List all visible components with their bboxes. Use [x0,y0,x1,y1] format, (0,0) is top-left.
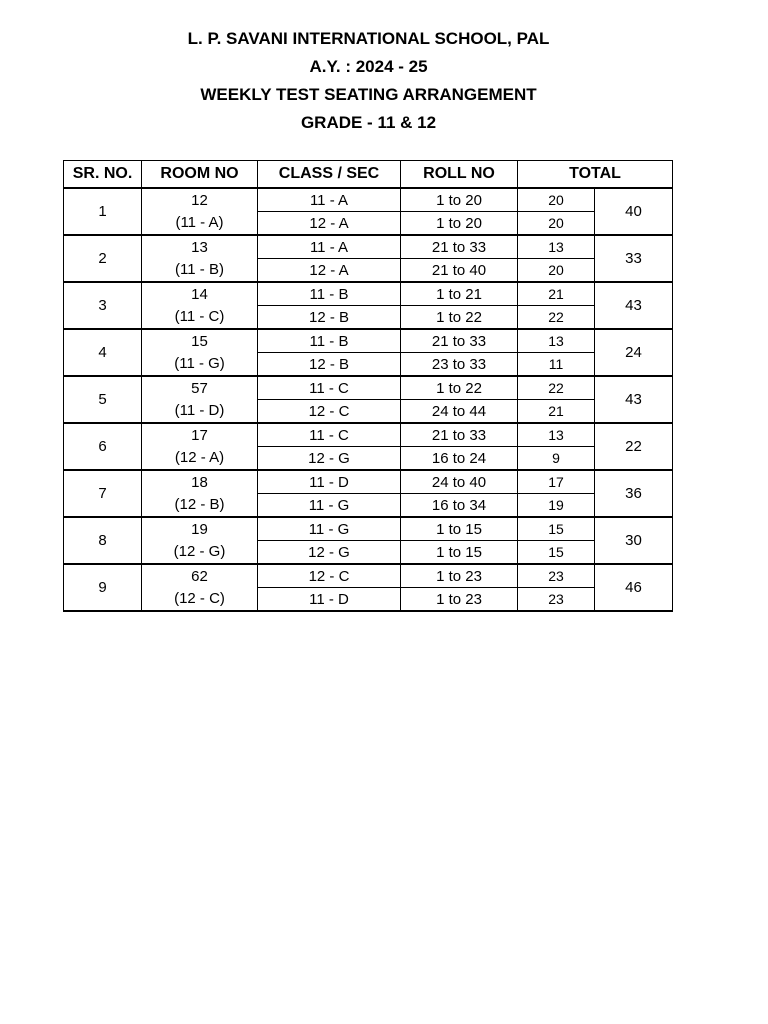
count-cell: 19 [518,494,595,518]
document-header [0,25,737,137]
class-sec-cell: 11 - G [258,494,401,518]
table-row [64,329,673,353]
sr-no-cell: 3 [64,282,142,329]
sr-no-cell: 5 [64,376,142,423]
roll-no-cell: 23 to 33 [401,353,518,377]
room-no-cell: 57 [142,376,258,400]
room-section-cell: (11 - B) [142,259,258,283]
total-cell: 40 [595,188,673,235]
count-cell: 9 [518,447,595,471]
count-cell: 23 [518,564,595,588]
roll-no-cell: 1 to 22 [401,306,518,330]
roll-no-cell: 21 to 33 [401,423,518,447]
count-cell: 15 [518,517,595,541]
roll-no-cell: 16 to 34 [401,494,518,518]
room-section-cell: (12 - C) [142,588,258,612]
school-name: L. P. SAVANI INTERNATIONAL SCHOOL, PAL [187,29,550,48]
class-sec-cell: 11 - B [258,329,401,353]
count-cell: 13 [518,329,595,353]
header-total: TOTAL [518,161,673,189]
count-cell: 13 [518,423,595,447]
roll-no-cell: 21 to 40 [401,259,518,283]
roll-no-cell: 1 to 15 [401,541,518,565]
table-row [64,376,673,400]
sr-no-cell: 7 [64,470,142,517]
academic-year: A.Y. : 2024 - 25 [309,57,428,76]
count-cell: 17 [518,470,595,494]
roll-no-cell: 1 to 23 [401,564,518,588]
sr-no-cell: 8 [64,517,142,564]
table-row [64,212,673,236]
table-row [64,400,673,424]
document-title: WEEKLY TEST SEATING ARRANGEMENT [200,85,537,104]
roll-no-cell: 24 to 44 [401,400,518,424]
table-body [64,188,673,611]
sr-no-cell: 4 [64,329,142,376]
class-sec-cell: 12 - C [258,564,401,588]
sr-no-cell: 2 [64,235,142,282]
class-sec-cell: 12 - C [258,400,401,424]
room-no-cell: 17 [142,423,258,447]
table-row [64,588,673,612]
table-row [64,353,673,377]
table-row [64,447,673,471]
total-cell: 43 [595,376,673,423]
class-sec-cell: 12 - A [258,212,401,236]
sr-no-cell: 1 [64,188,142,235]
total-cell: 24 [595,329,673,376]
table-row [64,494,673,518]
roll-no-cell: 21 to 33 [401,329,518,353]
count-cell: 23 [518,588,595,612]
roll-no-cell: 1 to 22 [401,376,518,400]
table-row [64,541,673,565]
class-sec-cell: 11 - A [258,235,401,259]
table-row [64,517,673,541]
count-cell: 20 [518,212,595,236]
count-cell: 21 [518,282,595,306]
room-section-cell: (11 - A) [142,212,258,236]
room-section-cell: (12 - B) [142,494,258,518]
room-no-cell: 14 [142,282,258,306]
room-no-cell: 12 [142,188,258,212]
table-row [64,188,673,212]
class-sec-cell: 11 - G [258,517,401,541]
class-sec-cell: 11 - C [258,376,401,400]
room-no-cell: 15 [142,329,258,353]
table-row [64,564,673,588]
class-sec-cell: 11 - D [258,588,401,612]
roll-no-cell: 1 to 20 [401,188,518,212]
room-section-cell: (11 - C) [142,306,258,330]
room-no-cell: 18 [142,470,258,494]
room-no-cell: 13 [142,235,258,259]
class-sec-cell: 12 - B [258,353,401,377]
count-cell: 21 [518,400,595,424]
roll-no-cell: 24 to 40 [401,470,518,494]
total-cell: 36 [595,470,673,517]
total-cell: 30 [595,517,673,564]
count-cell: 20 [518,188,595,212]
header-roll-no: ROLL NO [401,161,518,189]
roll-no-cell: 1 to 20 [401,212,518,236]
count-cell: 11 [518,353,595,377]
roll-no-cell: 1 to 21 [401,282,518,306]
room-no-cell: 19 [142,517,258,541]
total-cell: 22 [595,423,673,470]
table-row [64,423,673,447]
count-cell: 20 [518,259,595,283]
header-room-no: ROOM NO [142,161,258,189]
total-cell: 43 [595,282,673,329]
table-row [64,282,673,306]
class-sec-cell: 12 - G [258,447,401,471]
total-cell: 33 [595,235,673,282]
class-sec-cell: 12 - G [258,541,401,565]
class-sec-cell: 11 - A [258,188,401,212]
table-row [64,306,673,330]
table-row [64,259,673,283]
class-sec-cell: 11 - B [258,282,401,306]
room-section-cell: (12 - A) [142,447,258,471]
sr-no-cell: 9 [64,564,142,611]
table-row [64,235,673,259]
table-row [64,470,673,494]
class-sec-cell: 11 - C [258,423,401,447]
header-class-sec: CLASS / SEC [258,161,401,189]
room-section-cell: (11 - D) [142,400,258,424]
class-sec-cell: 12 - B [258,306,401,330]
count-cell: 22 [518,306,595,330]
class-sec-cell: 12 - A [258,259,401,283]
class-sec-cell: 11 - D [258,470,401,494]
count-cell: 22 [518,376,595,400]
roll-no-cell: 1 to 15 [401,517,518,541]
count-cell: 13 [518,235,595,259]
count-cell: 15 [518,541,595,565]
roll-no-cell: 21 to 33 [401,235,518,259]
table-header-row [64,161,673,189]
seating-table [63,160,673,612]
roll-no-cell: 16 to 24 [401,447,518,471]
room-section-cell: (12 - G) [142,541,258,565]
sr-no-cell: 6 [64,423,142,470]
room-no-cell: 62 [142,564,258,588]
header-sr-no: SR. NO. [64,161,142,189]
grade-label: GRADE - 11 & 12 [300,113,437,132]
roll-no-cell: 1 to 23 [401,588,518,612]
room-section-cell: (11 - G) [142,353,258,377]
total-cell: 46 [595,564,673,611]
